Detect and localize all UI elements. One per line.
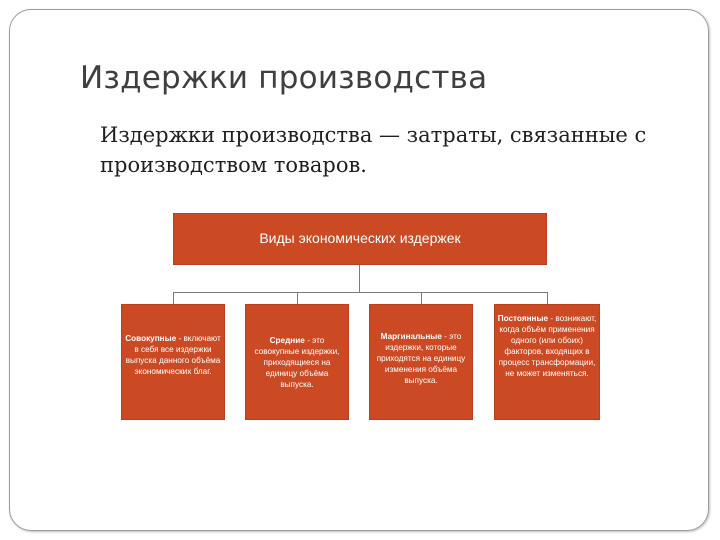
node-average-costs-term: Средние (269, 336, 305, 345)
node-total-costs-text: - включают в себя все издержки выпуска данного объёма экономических благ. (125, 334, 221, 376)
definition-text: Издержки производства — затраты, связанные с производством товаров. (100, 123, 647, 177)
node-marginal-costs (369, 304, 473, 420)
node-marginal-costs-text: - это издержки, которые приходятся на единицу изменения объёма выпуска. (376, 332, 466, 385)
connector-leaf-3 (421, 292, 422, 304)
node-total-costs-term: Совокупные (125, 334, 177, 343)
connector-leaf-1 (173, 292, 174, 304)
node-fixed-costs-text: - возникают, когда объём применения одного (или обоих) факторов, входящих в процесс трансформации, не может изменяться. (498, 314, 597, 378)
connector-horizontal (173, 292, 548, 293)
node-fixed-costs-term: Постоянные (497, 314, 549, 323)
node-marginal-costs-term: Маргинальные (380, 332, 442, 341)
slide-title: Издержки производства (80, 60, 488, 96)
root-node (173, 213, 547, 265)
root-node-label: Виды экономических издержек (259, 230, 461, 246)
node-average-costs (245, 304, 349, 420)
connector-leaf-4 (547, 292, 548, 304)
connector-leaf-2 (297, 292, 298, 304)
node-total-costs (121, 304, 225, 420)
node-average-costs-text: - это совокупные издержки, приходящиеся на единицу объёма выпуска. (254, 336, 340, 389)
node-fixed-costs (494, 304, 600, 420)
connector-root-down (359, 265, 360, 292)
